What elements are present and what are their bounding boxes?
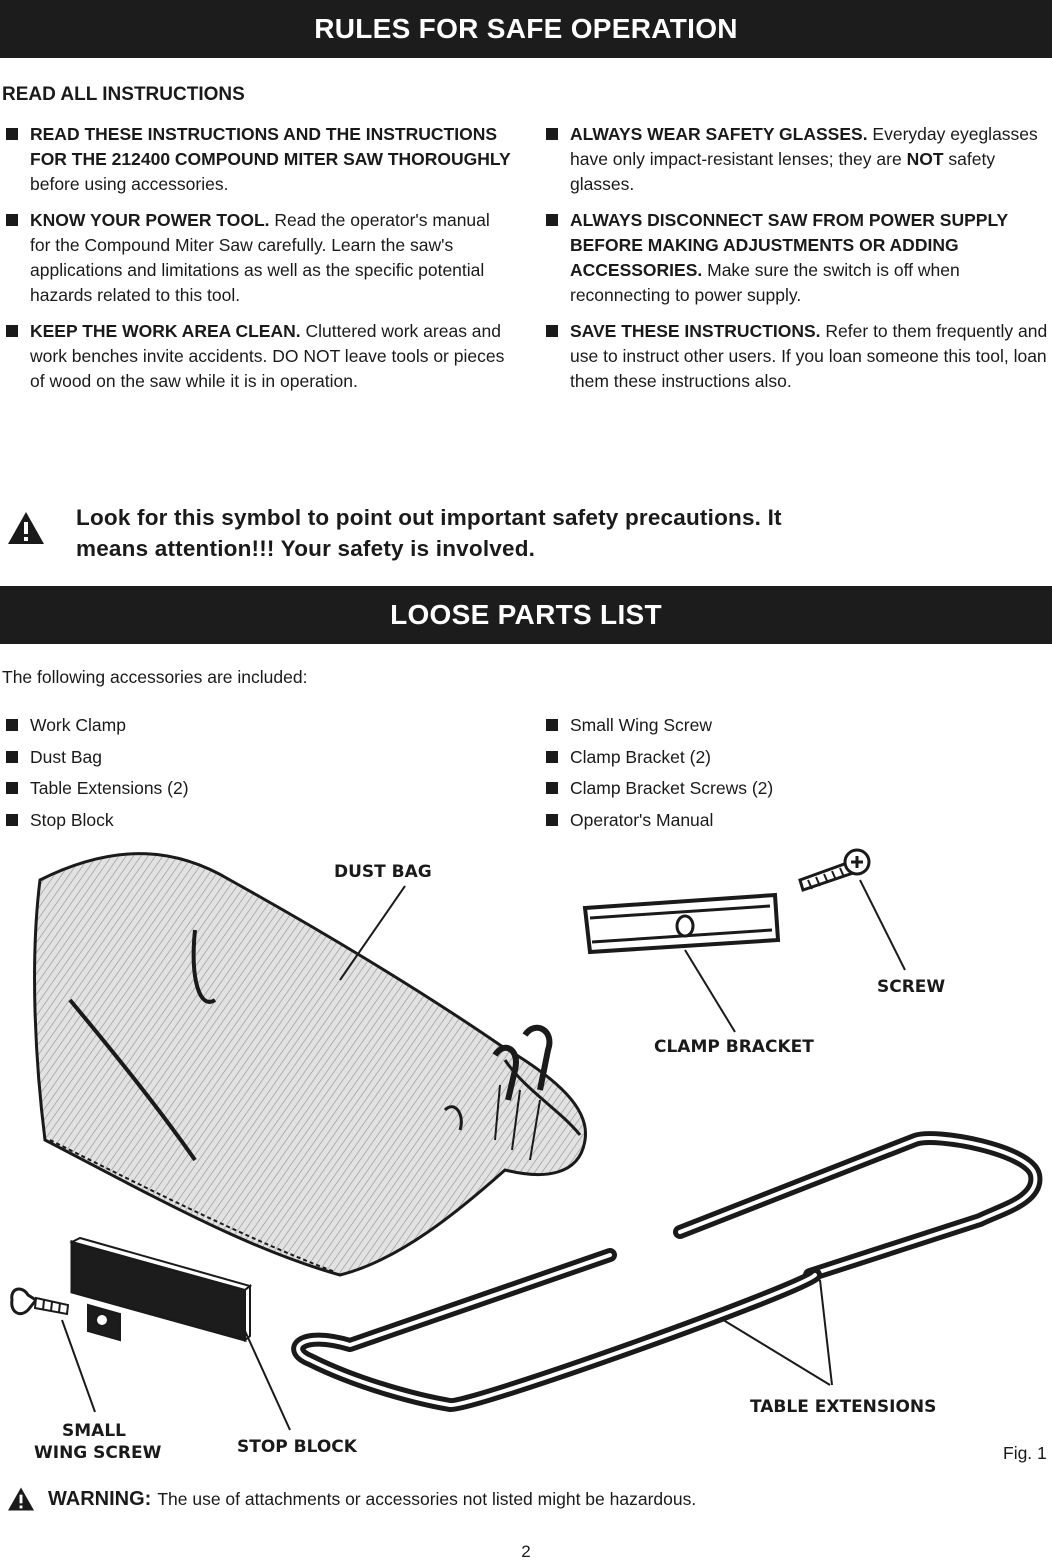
square-bullet-icon: [546, 751, 558, 763]
part-name: Stop Block: [30, 809, 114, 830]
parts-intro: The following accessories are included:: [2, 667, 308, 687]
square-bullet-icon: [546, 128, 558, 140]
dust-bag-illustration: [35, 854, 586, 1275]
table-extensions-leader-line: [820, 1280, 832, 1385]
parts-illustration: [0, 840, 1052, 1480]
rule-text: Read the operator's manual for the Compound Miter Saw carefully. Learn the saw's applications and limitations as well as the specific potential hazards related to this tool.: [30, 210, 490, 305]
rules-banner: [0, 0, 1052, 58]
rule-text: Everyday eyeglasses have only impact-resistant lenses; they are: [570, 124, 1038, 169]
rule-text: Make sure the switch is off when reconnecting to power supply.: [570, 260, 960, 305]
parts-list-right: [546, 710, 773, 836]
list-item: [6, 742, 189, 774]
screw-illustration: [800, 850, 869, 890]
square-bullet-icon: [546, 814, 558, 826]
rule-bold: SAVE THESE INSTRUCTIONS.: [570, 321, 821, 341]
figure-number: Fig. 1: [1003, 1443, 1047, 1463]
loose-parts-title: LOOSE PARTS LIST: [390, 599, 662, 630]
stop-block-illustration: [72, 1238, 250, 1340]
square-bullet-icon: [6, 214, 18, 226]
rule-know-tool: [6, 208, 511, 308]
square-bullet-icon: [6, 325, 18, 337]
stop-block-label: STOP BLOCK: [237, 1437, 357, 1457]
part-name: Clamp Bracket Screws (2): [570, 778, 774, 798]
rule-text: Refer to them frequently and use to instruct other users. If you loan someone this tool, loan them these instructions also.: [570, 321, 1048, 391]
rule-disconnect: [546, 208, 1050, 308]
list-item: [546, 805, 773, 837]
square-bullet-icon: [546, 325, 558, 337]
rule-bold: ALWAYS WEAR SAFETY GLASSES.: [570, 124, 868, 144]
attention-line: Look for this symbol to point out important safety precautions. It: [76, 505, 782, 530]
part-name: Operator's Manual: [570, 809, 714, 830]
square-bullet-icon: [6, 782, 18, 794]
small-label: SMALL: [62, 1421, 126, 1441]
list-item: [546, 710, 773, 742]
square-bullet-icon: [6, 719, 18, 731]
part-name: Work Clamp: [30, 715, 126, 735]
page-number: 2: [521, 1542, 531, 1561]
clamp-bracket-leader-line: [685, 950, 735, 1032]
rules-banner-title: RULES FOR SAFE OPERATION: [314, 13, 738, 44]
read-all-heading: READ ALL INSTRUCTIONS: [2, 84, 245, 105]
table-extensions-leader-line: [720, 1318, 830, 1385]
warning-text: The use of attachments or accessories not listed might be hazardous.: [157, 1488, 697, 1509]
parts-list-left: [6, 710, 189, 836]
wing-screw-leader-line: [62, 1320, 95, 1412]
rule-bold: NOT: [906, 149, 944, 169]
list-item: [546, 773, 773, 805]
dust-bag-label: DUST BAG: [334, 862, 432, 882]
rule-text: safety glasses.: [570, 149, 996, 194]
table-extensions-label: TABLE EXTENSIONS: [750, 1397, 937, 1417]
square-bullet-icon: [6, 751, 18, 763]
rule-text: before using accessories.: [30, 174, 229, 194]
wing-screw-label: WING SCREW: [34, 1443, 162, 1463]
screw-leader-line: [860, 880, 905, 970]
warning-triangle-icon: [6, 1486, 36, 1512]
wing-screw-illustration: [12, 1289, 68, 1314]
rules-right-column: [546, 122, 1050, 405]
rule-read-instructions: [6, 122, 511, 197]
rules-left-column: [6, 122, 511, 405]
square-bullet-icon: [546, 719, 558, 731]
stop-block-leader-line: [240, 1320, 290, 1430]
rule-safety-glasses: [546, 122, 1050, 197]
square-bullet-icon: [546, 782, 558, 794]
screw-label: SCREW: [877, 977, 946, 997]
rule-save-instructions: [546, 319, 1050, 394]
square-bullet-icon: [6, 814, 18, 826]
rule-bold: KNOW YOUR POWER TOOL.: [30, 210, 270, 230]
list-item: [6, 710, 189, 742]
part-name: Table Extensions (2): [30, 778, 189, 798]
list-item: [6, 805, 189, 837]
warning-triangle-icon: [6, 510, 46, 546]
rule-bold: ALWAYS DISCONNECT SAW FROM POWER SUPPLY BEFORE MAKING ADJUSTMENTS OR ADDING ACCESSORIES.: [570, 210, 1008, 280]
part-name: Small Wing Screw: [570, 715, 712, 735]
rule-bold: KEEP THE WORK AREA CLEAN.: [30, 321, 301, 341]
rule-text: Cluttered work areas and work benches invite accidents. DO NOT leave tools or pieces of wood on the saw while it is in operation.: [30, 321, 505, 391]
part-name: Clamp Bracket (2): [570, 746, 712, 767]
loose-parts-banner: [0, 586, 1052, 644]
rule-bold: READ THESE INSTRUCTIONS AND THE INSTRUCTIONS FOR THE 212400 COMPOUND MITER SAW THOROUGHLY: [30, 124, 511, 169]
part-name: Dust Bag: [30, 746, 102, 767]
square-bullet-icon: [546, 214, 558, 226]
rule-work-area: [6, 319, 511, 394]
square-bullet-icon: [6, 128, 18, 140]
list-item: [546, 742, 773, 774]
clamp-bracket-illustration: [585, 895, 778, 952]
attention-notice: [6, 502, 1046, 564]
attention-text: [76, 502, 782, 564]
warning-notice: [6, 1486, 696, 1512]
attention-line: means attention!!! Your safety is involved.: [76, 536, 536, 561]
clamp-bracket-label: CLAMP BRACKET: [654, 1037, 814, 1057]
warning-label: WARNING:: [48, 1487, 152, 1510]
list-item: [6, 773, 189, 805]
